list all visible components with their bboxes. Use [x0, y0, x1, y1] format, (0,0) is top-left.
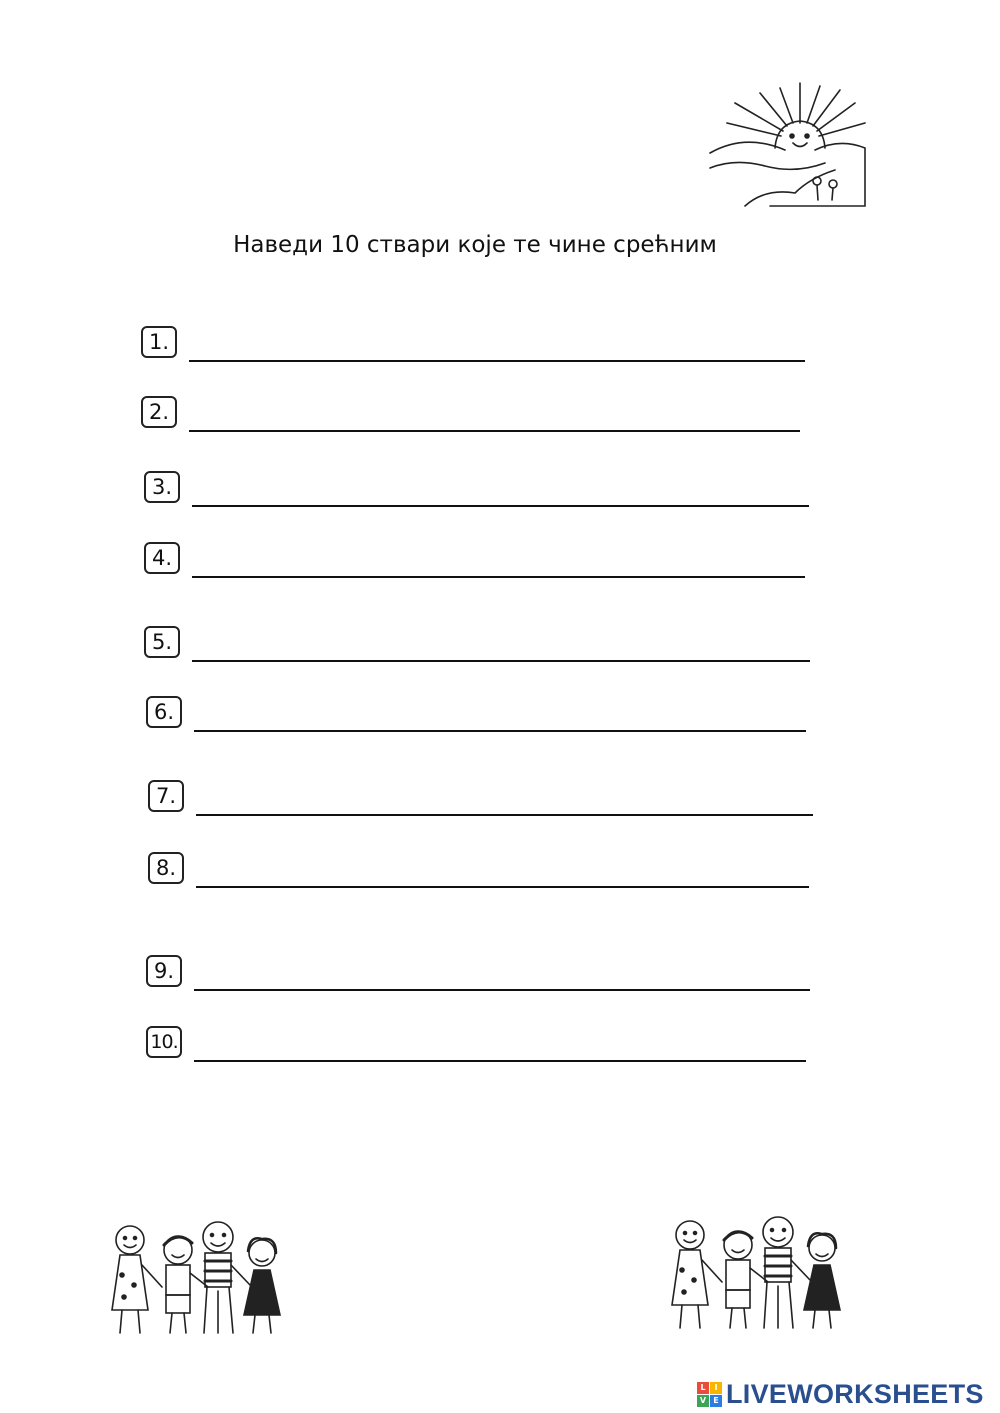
item-number-box: 6. — [146, 696, 182, 728]
answer-input-8[interactable] — [196, 862, 809, 888]
children-group-icon — [100, 1215, 295, 1340]
logo-letter-v: V — [697, 1395, 709, 1407]
logo-letter-l: L — [697, 1382, 709, 1394]
item-number-box: 8. — [148, 852, 184, 884]
answer-input-3[interactable] — [192, 481, 809, 507]
sun-landscape-icon — [705, 78, 870, 213]
item-number-box: 10. — [146, 1026, 182, 1058]
item-number-box: 2. — [141, 396, 177, 428]
answer-row-3 — [144, 471, 804, 507]
answer-input-6[interactable] — [194, 706, 806, 732]
answer-row-8 — [148, 852, 808, 888]
answer-input-7[interactable] — [196, 790, 813, 816]
answer-row-1 — [141, 326, 801, 362]
answer-row-7 — [148, 780, 808, 816]
answer-row-5 — [144, 626, 804, 662]
answer-input-5[interactable] — [192, 636, 810, 662]
answer-input-4[interactable] — [192, 552, 805, 578]
answer-row-4 — [144, 542, 804, 578]
logo-letter-i: I — [710, 1382, 722, 1394]
answer-input-10[interactable] — [194, 1036, 806, 1062]
item-number-box: 1. — [141, 326, 177, 358]
brand-text: LIVEWORKSHEETS — [726, 1378, 984, 1409]
answer-input-9[interactable] — [194, 965, 810, 991]
answer-row-9 — [146, 955, 806, 991]
answer-input-1[interactable] — [189, 336, 805, 362]
answer-row-10 — [146, 1026, 806, 1062]
worksheet-title: Наведи 10 ствари које те чине срећним — [233, 232, 717, 258]
item-number-box: 7. — [148, 780, 184, 812]
answer-row-2 — [141, 396, 801, 432]
item-number-box: 4. — [144, 542, 180, 574]
logo-letter-e: E — [710, 1395, 722, 1407]
liveworksheets-logo-icon — [697, 1382, 722, 1407]
item-number-box: 3. — [144, 471, 180, 503]
item-number-box: 5. — [144, 626, 180, 658]
children-group-icon — [660, 1210, 855, 1335]
item-number-box: 9. — [146, 955, 182, 987]
answer-input-2[interactable] — [189, 406, 800, 432]
liveworksheets-brand[interactable] — [697, 1377, 984, 1411]
answer-row-6 — [146, 696, 806, 732]
